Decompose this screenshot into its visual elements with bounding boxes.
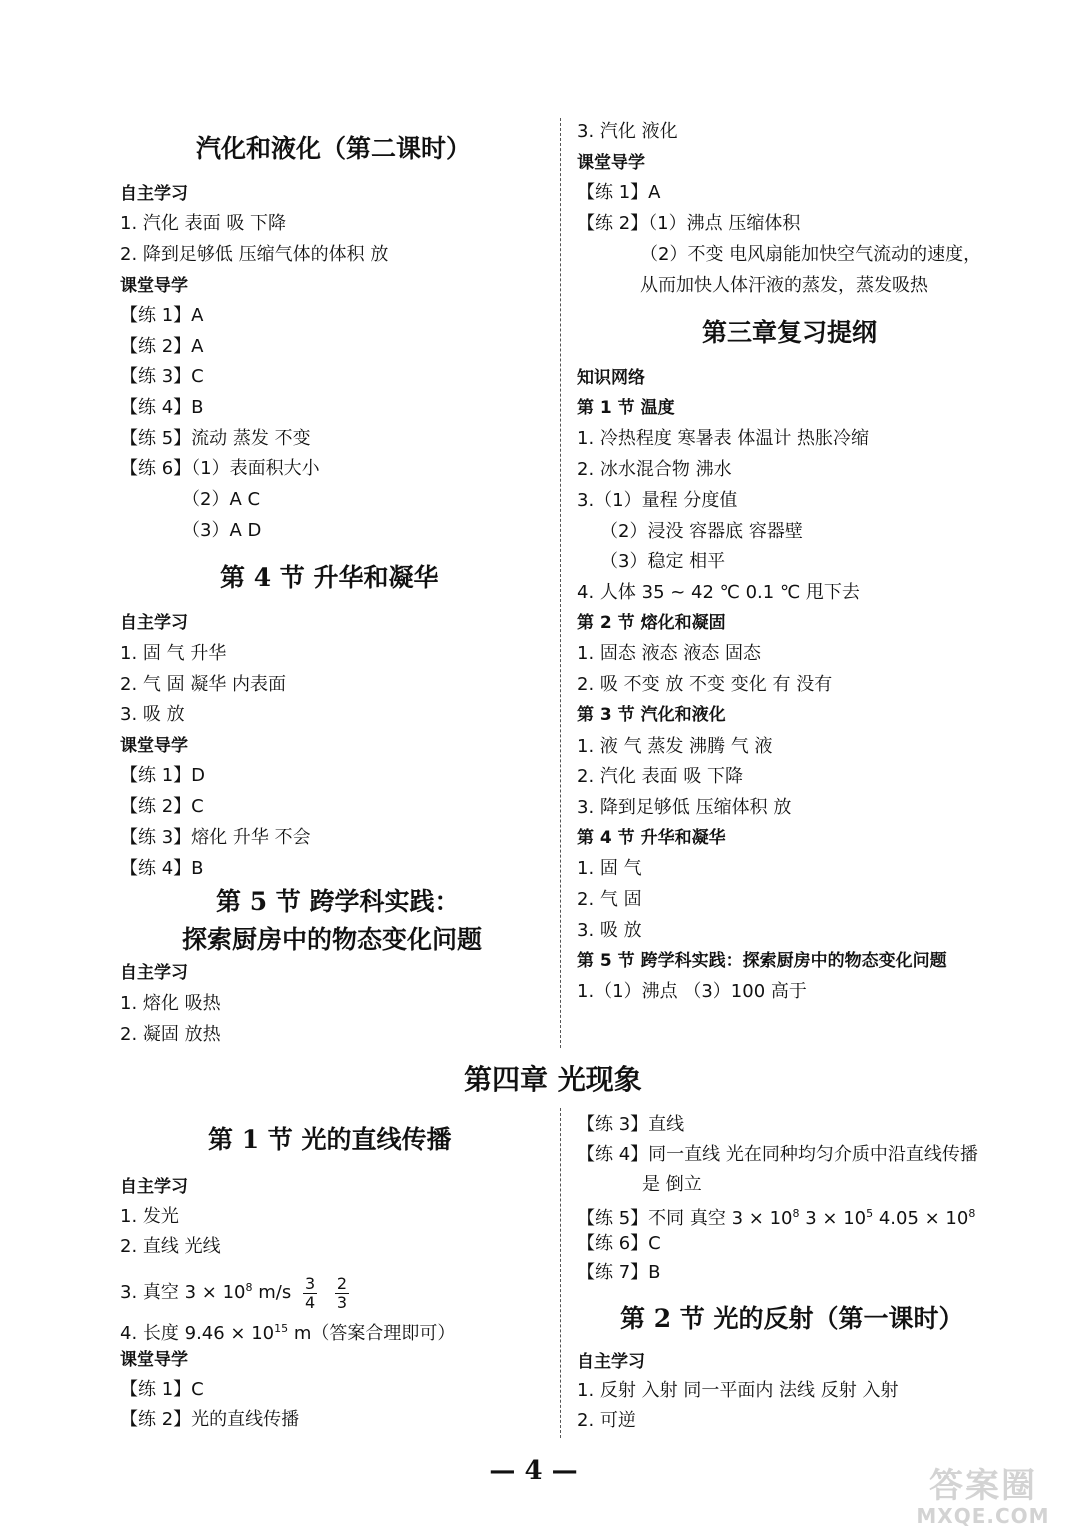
answer-line: 2. 直线 光线 <box>120 1236 221 1257</box>
practice-line: 【练 4】B <box>120 397 204 418</box>
practice-line: 【练 3】C <box>120 366 204 387</box>
practice-subline: 从而加快人体汗液的蒸发，蒸发吸热 <box>640 275 928 296</box>
answer-text: 3. 真空 3 × 10 <box>120 1282 246 1303</box>
answer-line: 2. 凝固 放热 <box>120 1024 221 1045</box>
practice-line: 【练 5】流动 蒸发 不变 <box>120 428 311 449</box>
answer-line: 2. 吸 不变 放 不变 变化 有 没有 <box>577 674 833 695</box>
section-title-kitchen: 探索厨房中的物态变化问题 <box>182 925 483 954</box>
section-title-interdisciplinary: 第 5 节 跨学科实践： <box>216 887 460 916</box>
answer-line: 3. 吸 放 <box>120 704 185 725</box>
answer-text: 3 × 10 <box>799 1208 867 1229</box>
subheading-self-study: 自主学习 <box>120 613 188 633</box>
practice-line: 【练 1】A <box>577 182 661 203</box>
practice-subline: （2）A C <box>182 489 261 510</box>
column-divider-bottom <box>560 1108 561 1438</box>
practice-line: 【练 7】B <box>577 1262 661 1283</box>
answer-line: 1. 固 气 升华 <box>120 643 227 664</box>
practice-line: 【练 4】同一直线 光在同种均匀介质中沿直线传播 <box>577 1144 978 1165</box>
chapter-review-title: 第三章复习提纲 <box>702 318 878 347</box>
practice-line: 【练 6】（1）表面积大小 <box>120 458 320 479</box>
answer-text: 4.05 × 10 <box>873 1208 969 1229</box>
denominator: 3 <box>336 1292 348 1312</box>
answer-line: 3. 汽化 液化 <box>577 121 678 142</box>
numerator: 3 <box>304 1273 316 1293</box>
subheading-class-guide: 课堂导学 <box>577 153 645 173</box>
practice-line: 【练 1】D <box>120 765 206 786</box>
practice-subline: （2）不变 电风扇能加快空气流动的速度， <box>640 244 982 265</box>
answer-line: 1. 固 气 <box>577 858 642 879</box>
practice-subline: 是 倒立 <box>642 1174 702 1195</box>
section-label-evaporation: 第 3 节 汽化和液化 <box>577 705 726 725</box>
subheading-self-study: 自主学习 <box>120 1177 188 1197</box>
answer-subline: （3）稳定 相平 <box>600 551 726 572</box>
exponent: 8 <box>245 1281 253 1294</box>
section-title-reflection: 第 2 节 光的反射（第一课时） <box>620 1304 964 1333</box>
fraction-three-quarters <box>303 1275 317 1312</box>
practice-line: 【练 6】C <box>577 1233 661 1254</box>
answer-line: 2. 降到足够低 压缩气体的体积 放 <box>120 244 389 265</box>
answer-line: 1. 冷热程度 寒暑表 体温计 热胀冷缩 <box>577 428 870 449</box>
answer-line: 2. 汽化 表面 吸 下降 <box>577 766 744 787</box>
numerator: 2 <box>336 1273 348 1293</box>
practice-line: 【练 3】直线 <box>577 1114 685 1135</box>
answer-line: 1. 固态 液态 液态 固态 <box>577 643 762 664</box>
unit-text: m/s <box>252 1282 292 1303</box>
watermark-logo <box>913 1468 1053 1530</box>
answer-line: 3. 降到足够低 压缩体积 放 <box>577 797 792 818</box>
practice-line: 【练 3】熔化 升华 不会 <box>120 827 311 848</box>
column-divider-top <box>560 118 561 1048</box>
answer-line: 1. 液 气 蒸发 沸腾 气 液 <box>577 736 773 757</box>
answer-line-speed <box>120 1270 355 1312</box>
section-title-sublimation: 第 4 节 升华和凝华 <box>220 563 439 592</box>
answer-line: 1. 汽化 表面 吸 下降 <box>120 213 287 234</box>
answer-subline: （2）浸没 容器底 容器壁 <box>600 521 803 542</box>
exponent: 15 <box>274 1322 289 1335</box>
answer-line: 3. 吸 放 <box>577 920 642 941</box>
section-label-sublimation: 第 4 节 升华和凝华 <box>577 828 726 848</box>
page-number: — 4 — <box>489 1456 578 1486</box>
section-label-interdisciplinary: 第 5 节 跨学科实践：探索厨房中的物态变化问题 <box>577 951 947 971</box>
fraction-two-thirds <box>335 1275 349 1312</box>
answer-line: 2. 气 固 <box>577 889 642 910</box>
practice-line: 【练 2】C <box>120 796 204 817</box>
answer-text: m（答案合理即可） <box>288 1323 456 1344</box>
section-label-temperature: 第 1 节 温度 <box>577 398 675 418</box>
subheading-self-study: 自主学习 <box>577 1352 645 1372</box>
practice-line: 【练 2】光的直线传播 <box>120 1409 300 1430</box>
exponent: 5 <box>866 1207 874 1220</box>
subheading-class-guide: 课堂导学 <box>120 1350 188 1370</box>
subheading-self-study: 自主学习 <box>120 963 188 983</box>
answer-line: 2. 气 固 凝华 内表面 <box>120 674 287 695</box>
answer-line: 4. 人体 35 ~ 42 ℃ 0.1 ℃ 甩下去 <box>577 582 860 603</box>
subheading-class-guide: 课堂导学 <box>120 736 188 756</box>
subheading-class-guide: 课堂导学 <box>120 276 188 296</box>
answer-text: 4. 长度 9.46 × 10 <box>120 1323 275 1344</box>
answer-line: 1. 发光 <box>120 1206 179 1227</box>
practice-line: 【练 1】C <box>120 1379 204 1400</box>
section-title-straight-line: 第 1 节 光的直线传播 <box>208 1125 452 1154</box>
practice-line: 【练 4】B <box>120 858 204 879</box>
answer-line-light-year <box>120 1317 455 1346</box>
exponent: 8 <box>792 1207 800 1220</box>
answer-line: 1. 熔化 吸热 <box>120 993 221 1014</box>
practice-line-speeds <box>577 1202 975 1231</box>
answer-line: 3.（1）量程 分度值 <box>577 490 738 511</box>
answer-line: 1. 反射 入射 同一平面内 法线 反射 入射 <box>577 1380 899 1401</box>
answer-line: 2. 冰水混合物 沸水 <box>577 459 732 480</box>
answer-line: 2. 可逆 <box>577 1410 636 1431</box>
section-label-melting: 第 2 节 熔化和凝固 <box>577 613 726 633</box>
chapter-title: 第四章 光现象 <box>464 1063 642 1096</box>
answer-line: 1.（1）沸点 （3）100 高于 <box>577 981 807 1002</box>
answer-text: 【练 5】不同 真空 3 × 10 <box>577 1208 793 1229</box>
practice-subline: （3）A D <box>182 520 262 541</box>
denominator: 4 <box>304 1292 316 1312</box>
watermark-text: 答案圈 <box>929 1466 1037 1506</box>
section-title-evaporation-2: 汽化和液化（第二课时） <box>196 134 472 163</box>
exponent: 8 <box>968 1207 976 1220</box>
practice-line: 【练 2】A <box>120 336 204 357</box>
watermark-url: MXQE.COM <box>916 1504 1050 1529</box>
practice-line: 【练 2】（1）沸点 压缩体积 <box>577 213 801 234</box>
subheading-knowledge-network: 知识网络 <box>577 368 645 388</box>
practice-line: 【练 1】A <box>120 305 204 326</box>
subheading-self-study: 自主学习 <box>120 184 188 204</box>
